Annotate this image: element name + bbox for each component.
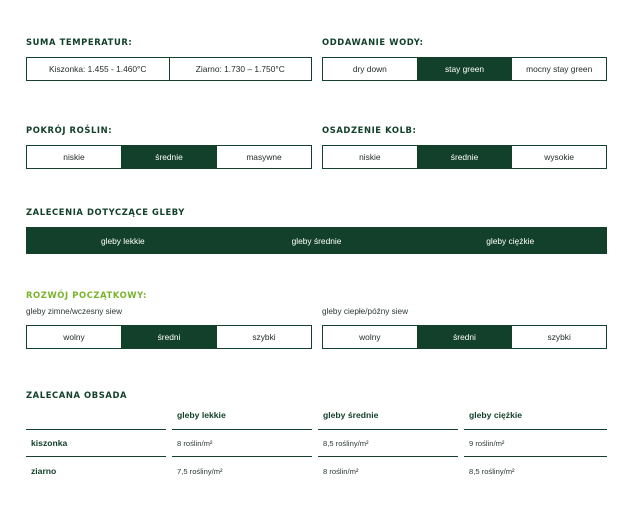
soil-recommendations-banner	[26, 227, 607, 254]
soil-option-heavy: gleby ciężkie	[486, 235, 535, 246]
early-warm-option-fast: szybki	[511, 326, 606, 348]
soil-option-light: gleby lekkie	[100, 235, 145, 246]
temperature-silage-cell: Kiszonka: 1.455 - 1.460°C	[49, 64, 147, 74]
early-development-cold-scale	[26, 325, 312, 349]
plant-type-option-medium: średnie	[121, 146, 216, 168]
density-rule	[26, 456, 166, 457]
early-cold-option-slow: wolny	[63, 332, 85, 342]
plant-type-option-low: niskie	[63, 152, 85, 162]
density-grain-light: 7,5 rośliny/m²	[177, 467, 223, 476]
early-development-cold-label: gleby zimne/wczesny siew	[26, 307, 123, 316]
soil-option-medium: gleby średnie	[291, 235, 342, 246]
ear-placement-heading: OSADZENIE KOLB:	[322, 125, 417, 135]
temperature-sum-box	[26, 57, 312, 81]
early-development-warm-scale	[322, 325, 607, 349]
ear-placement-option-low: niskie	[359, 152, 381, 162]
density-row-grain-label: ziarno	[31, 466, 57, 476]
early-warm-option-medium: średni	[417, 326, 512, 348]
sowing-density-heading: ZALECANA OBSADA	[26, 390, 128, 400]
density-column-heavy: gleby ciężkie	[469, 410, 523, 420]
density-rule	[464, 456, 607, 457]
density-silage-light: 8 roślin/m²	[177, 439, 213, 448]
density-rule	[318, 456, 458, 457]
water-release-heading: ODDAWANIE WODY:	[322, 37, 424, 47]
ear-placement-option-medium: średnie	[417, 146, 512, 168]
density-column-medium: gleby średnie	[323, 410, 379, 420]
water-release-scale	[322, 57, 607, 81]
temperature-grain-cell: Ziarno: 1.730 – 1.750°C	[169, 58, 312, 80]
ear-placement-scale	[322, 145, 607, 169]
density-silage-medium: 8,5 rośliny/m²	[323, 439, 369, 448]
density-row-silage-label: kiszonka	[31, 438, 68, 448]
density-grain-medium: 8 roślin/m²	[323, 467, 359, 476]
density-rule	[464, 429, 607, 430]
early-warm-option-slow: wolny	[359, 332, 381, 342]
density-grain-heavy: 8,5 rośliny/m²	[469, 467, 515, 476]
water-release-option-dry-down: dry down	[352, 64, 387, 74]
plant-type-scale	[26, 145, 312, 169]
early-cold-option-medium: średni	[121, 326, 216, 348]
soil-recommendations-heading: ZALECENIA DOTYCZĄCE GLEBY	[26, 207, 185, 217]
density-silage-heavy: 9 roślin/m²	[469, 439, 505, 448]
plant-type-heading: POKRÓJ ROŚLIN:	[26, 125, 113, 135]
density-rule	[318, 429, 458, 430]
early-development-heading: ROZWÓJ POCZĄTKOWY:	[26, 290, 148, 300]
ear-placement-option-high: wysokie	[511, 146, 606, 168]
plant-type-option-massive: masywne	[216, 146, 311, 168]
density-rule	[172, 429, 312, 430]
water-release-option-strong-stay-green: mocny stay green	[511, 58, 606, 80]
density-column-light: gleby lekkie	[177, 410, 226, 420]
temperature-sum-heading: SUMA TEMPERATUR:	[26, 37, 133, 47]
water-release-option-stay-green: stay green	[417, 58, 512, 80]
early-cold-option-fast: szybki	[216, 326, 311, 348]
density-rule	[26, 429, 166, 430]
density-rule	[172, 456, 312, 457]
early-development-warm-label: gleby ciepłe/późny siew	[322, 307, 409, 316]
